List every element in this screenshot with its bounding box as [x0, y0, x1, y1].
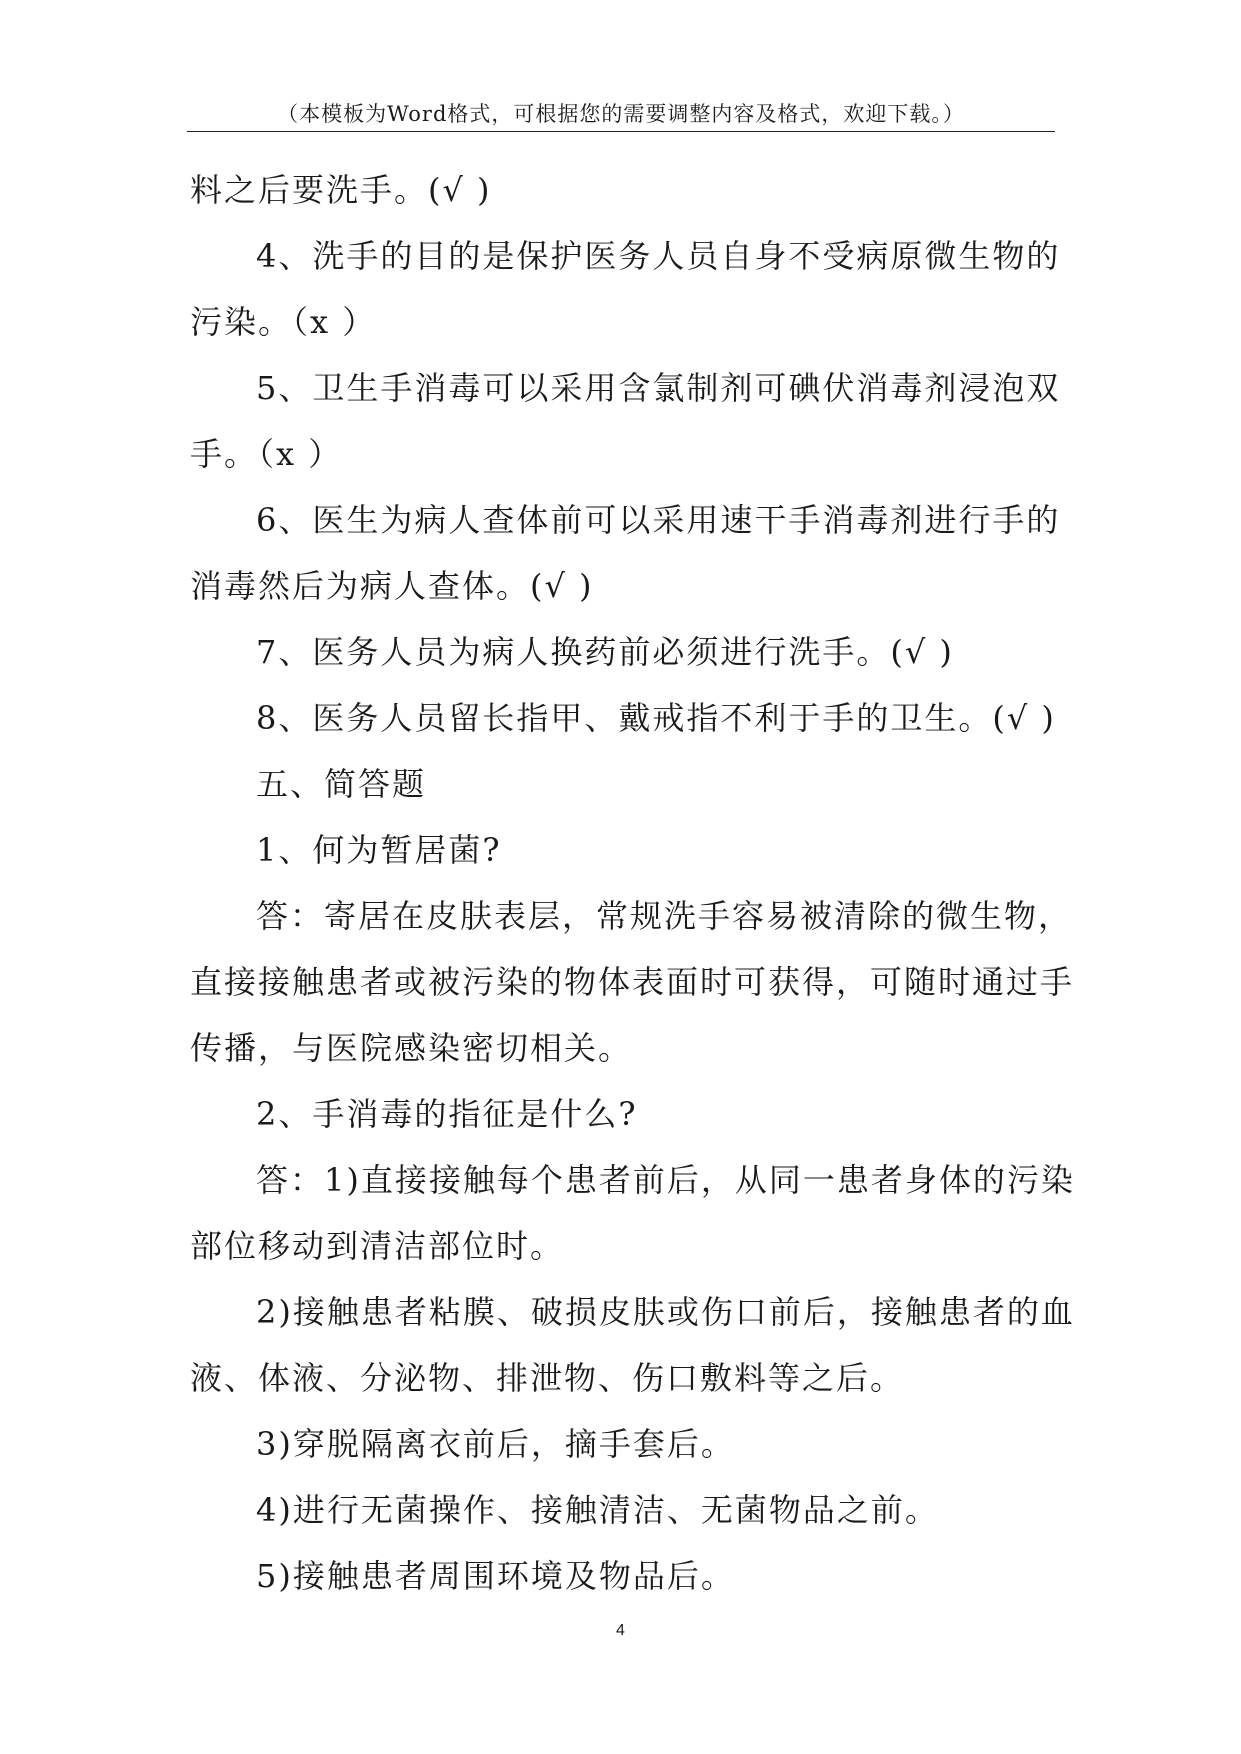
header-note: （本模板为Word格式，可根据您的需要调整内容及格式，欢迎下载。） — [277, 102, 965, 126]
body-line: 5、卫生手消毒可以采用含氯制剂可碘伏消毒剂浸泡双 — [256, 369, 1061, 407]
question: 2、手消毒的指征是什么? — [256, 1095, 638, 1133]
body-line: 料之后要洗手。(√ ) — [190, 171, 492, 209]
body-line: 传播，与医院感染密切相关。 — [190, 1029, 633, 1067]
body-line: 手。（x ） — [190, 435, 343, 473]
body-line: 5)接触患者周围环境及物品后。 — [256, 1557, 735, 1595]
page-number: 4 — [616, 1622, 625, 1639]
body-line: 7、医务人员为病人换药前必须进行洗手。(√ ) — [256, 633, 954, 671]
body-line: 3)穿脱隔离衣前后，摘手套后。 — [256, 1425, 735, 1463]
body-line: 答：1)直接接触每个患者前后，从同一患者身体的污染 — [256, 1161, 1075, 1199]
question: 1、何为暂居菌? — [256, 831, 502, 869]
body-line: 污染。（x ） — [190, 303, 377, 341]
body-line: 4)进行无菌操作、接触清洁、无菌物品之前。 — [256, 1491, 939, 1529]
body-line: 直接接触患者或被污染的物体表面时可获得，可随时通过手 — [190, 963, 1075, 1001]
body-line: 液、体液、分泌物、排泄物、伤口敷料等之后。 — [190, 1359, 905, 1397]
header-divider — [187, 131, 1055, 132]
section-heading: 五、简答题 — [256, 765, 427, 803]
body-line: 答：寄居在皮肤表层，常规洗手容易被清除的微生物， — [256, 897, 1073, 935]
body-line: 4、洗手的目的是保护医务人员自身不受病原微生物的 — [256, 237, 1061, 275]
body-line: 2)接触患者粘膜、破损皮肤或伤口前后，接触患者的血 — [256, 1293, 1075, 1331]
document-body — [190, 157, 1075, 1609]
body-line: 消毒然后为病人查体。(√ ) — [190, 567, 594, 605]
body-line: 部位移动到清洁部位时。 — [190, 1227, 565, 1265]
body-line: 6、医生为病人查体前可以采用速干手消毒剂进行手的 — [256, 501, 1061, 539]
body-line: 8、医务人员留长指甲、戴戒指不利于手的卫生。(√ ) — [256, 699, 1056, 737]
